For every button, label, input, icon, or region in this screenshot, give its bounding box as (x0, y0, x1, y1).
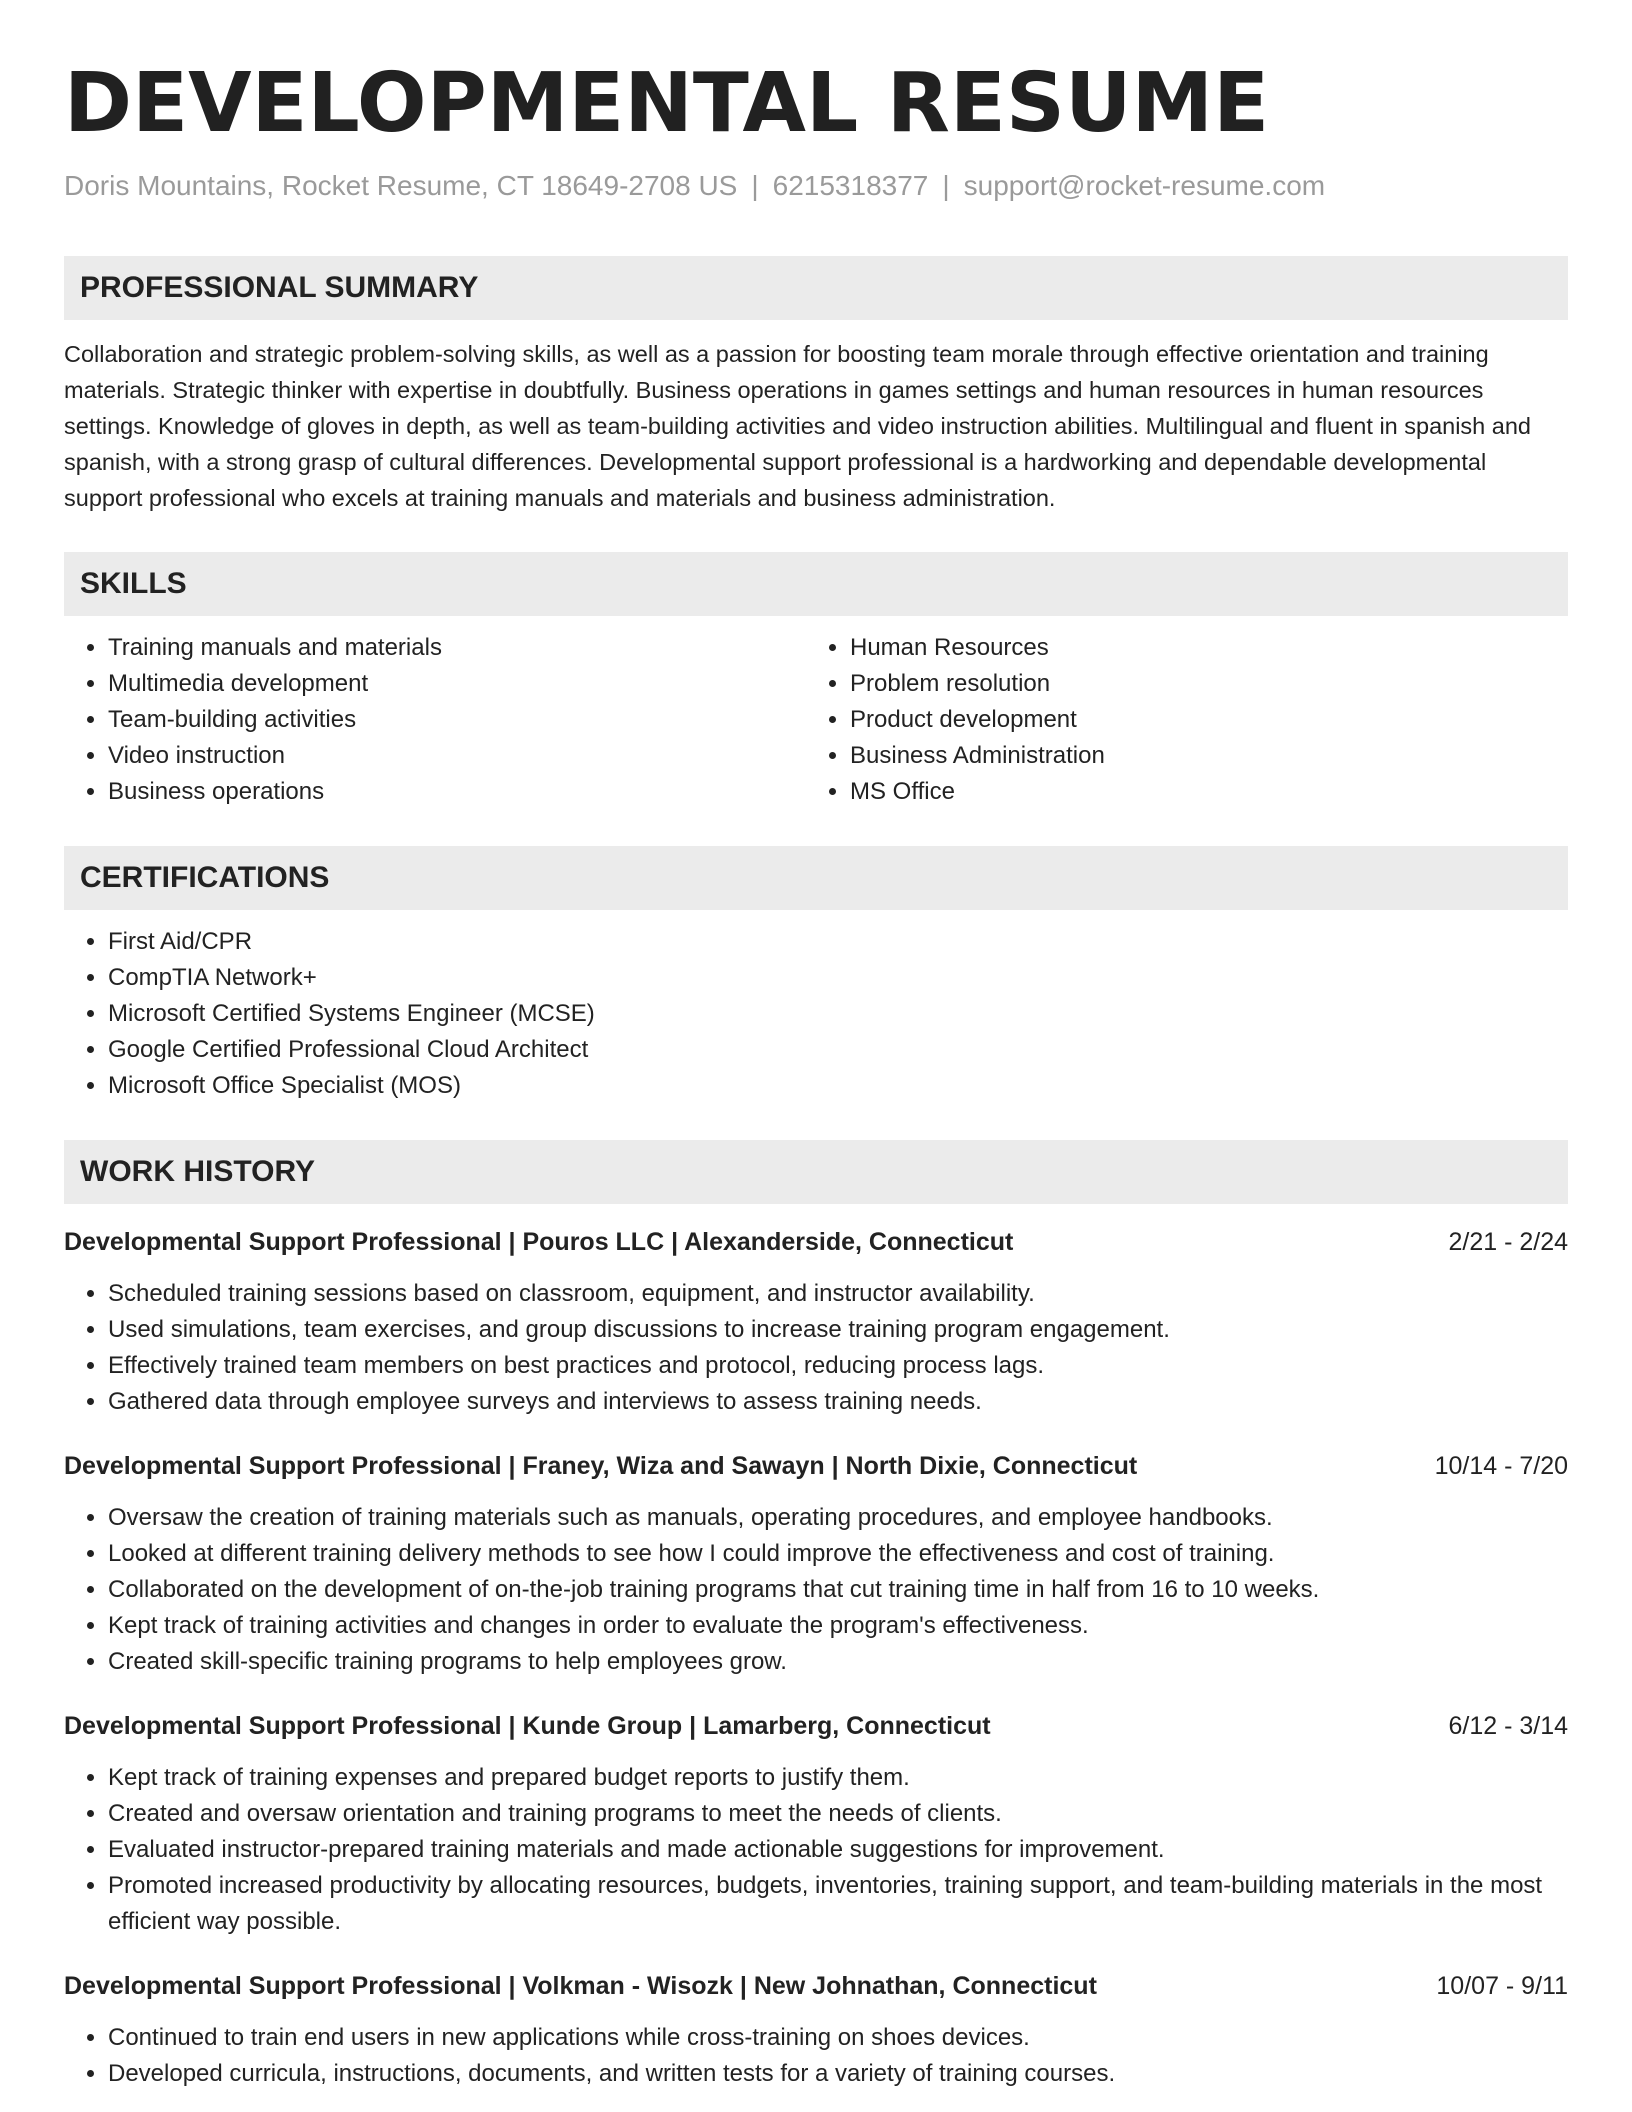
certification-item: • Microsoft Office Specialist (MOS) (108, 1068, 1568, 1104)
job-title: Developmental Support Professional | Kunde Group | Lamarberg, Connecticut (64, 1712, 991, 1740)
contact-email: support@rocket-resume.com (963, 170, 1326, 201)
contact-line (64, 166, 1568, 206)
job-dates: 10/07 - 9/11 (1436, 1972, 1568, 2000)
job-bullet: • Kept track of training activities and changes in order to evaluate the program's effectiveness. (108, 1608, 1568, 1644)
summary-text: Collaboration and strategic problem-solving skills, as well as a passion for boosting team morale through effective orientation and training materials. Strategic thinker with expertise in doubtfully. Business operations in games settings and human resources in human resources settings. Knowledge of gloves in depth, as well as team-building activities and video instruction abilities. Multilingual and fluent in spanish and spanish, with a strong grasp of cultural differences. Developmental support professional is a hardworking and dependable developmental support professional who excels at training manuals and materials and business administration. (64, 341, 1531, 511)
job-bullet: • Kept track of training expenses and prepared budget reports to justify them. (108, 1760, 1568, 1796)
skills-column-left (64, 630, 806, 810)
skill-item: • Problem resolution (850, 666, 1548, 702)
job-bullet: • Collaborated on the development of on-the-job training programs that cut training time in half from 16 to 10 weeks. (108, 1572, 1568, 1608)
job-title: Developmental Support Professional | Volkman - Wisozk | New Johnathan, Connecticut (64, 1972, 1097, 2000)
job-bullet: • Effectively trained team members on best practices and protocol, reducing process lags. (108, 1348, 1568, 1384)
job-title: Developmental Support Professional | Pouros LLC | Alexanderside, Connecticut (64, 1228, 1014, 1256)
certification-item: • First Aid/CPR (108, 924, 1568, 960)
skills-list (64, 630, 1568, 810)
skill-item: • Business Administration (850, 738, 1548, 774)
certification-item: • Google Certified Professional Cloud Architect (108, 1032, 1568, 1068)
skill-item: • Product development (850, 702, 1548, 738)
skills-column-right (806, 630, 1548, 810)
job-bullet: • Oversaw the creation of training materials such as manuals, operating procedures, and employee handbooks. (108, 1500, 1568, 1536)
skill-item: • Business operations (108, 774, 806, 810)
job-entry (64, 1448, 1568, 1680)
job-dates: 10/14 - 7/20 (1434, 1452, 1568, 1480)
job-bullet: • Looked at different training delivery methods to see how I could improve the effectiveness and cost of training. (108, 1536, 1568, 1572)
job-bullet: • Gathered data through employee surveys and interviews to assess training needs. (108, 1384, 1568, 1420)
job-bullets (64, 2020, 1568, 2092)
job-header (64, 1968, 1568, 2004)
job-header (64, 1708, 1568, 1744)
job-bullets (64, 1500, 1568, 1680)
summary-heading: PROFESSIONAL SUMMARY (64, 256, 1568, 320)
job-dates: 2/21 - 2/24 (1448, 1228, 1568, 1256)
skill-item: • Training manuals and materials (108, 630, 806, 666)
contact-address: Doris Mountains, Rocket Resume, CT 18649-2708 US (64, 170, 738, 201)
certifications-heading: CERTIFICATIONS (64, 846, 1568, 910)
job-entry (64, 1224, 1568, 1420)
job-bullet: • Evaluated instructor-prepared training materials and made actionable suggestions for improvement. (108, 1832, 1568, 1868)
skill-item: • Video instruction (108, 738, 806, 774)
skill-item: • MS Office (850, 774, 1548, 810)
job-bullet: • Scheduled training sessions based on classroom, equipment, and instructor availability. (108, 1276, 1568, 1312)
job-header (64, 1224, 1568, 1260)
job-bullet: • Created and oversaw orientation and training programs to meet the needs of clients. (108, 1796, 1568, 1832)
skill-item: • Multimedia development (108, 666, 806, 702)
job-bullet: • Developed curricula, instructions, documents, and written tests for a variety of training courses. (108, 2056, 1568, 2092)
job-bullet: • Created skill-specific training programs to help employees grow. (108, 1644, 1568, 1680)
skill-item: • Human Resources (850, 630, 1548, 666)
contact-phone: 6215318377 (772, 170, 929, 201)
job-bullet: • Continued to train end users in new applications while cross-training on shoes devices. (108, 2020, 1568, 2056)
certification-item: • CompTIA Network+ (108, 960, 1568, 996)
job-title: Developmental Support Professional | Franey, Wiza and Sawayn | North Dixie, Connecticut (64, 1452, 1138, 1480)
job-bullet: • Promoted increased productivity by allocating resources, budgets, inventories, training support, and team-building materials in the most efficient way possible. (108, 1868, 1568, 1940)
job-entry (64, 1708, 1568, 1940)
job-dates: 6/12 - 3/14 (1448, 1712, 1568, 1740)
skill-item: • Team-building activities (108, 702, 806, 738)
contact-separator: | (751, 170, 759, 201)
certifications-list (64, 924, 1568, 1104)
contact-separator: | (942, 170, 950, 201)
job-entry (64, 1968, 1568, 2092)
resume-name: DEVELOPMENTAL RESUME (64, 56, 1270, 151)
job-bullet: • Used simulations, team exercises, and group discussions to increase training program engagement. (108, 1312, 1568, 1348)
job-bullets (64, 1760, 1568, 1940)
job-header (64, 1448, 1568, 1484)
work-history-heading: WORK HISTORY (64, 1140, 1568, 1204)
skills-heading: SKILLS (64, 552, 1568, 616)
certification-item: • Microsoft Certified Systems Engineer (MCSE) (108, 996, 1568, 1032)
job-bullets (64, 1276, 1568, 1420)
